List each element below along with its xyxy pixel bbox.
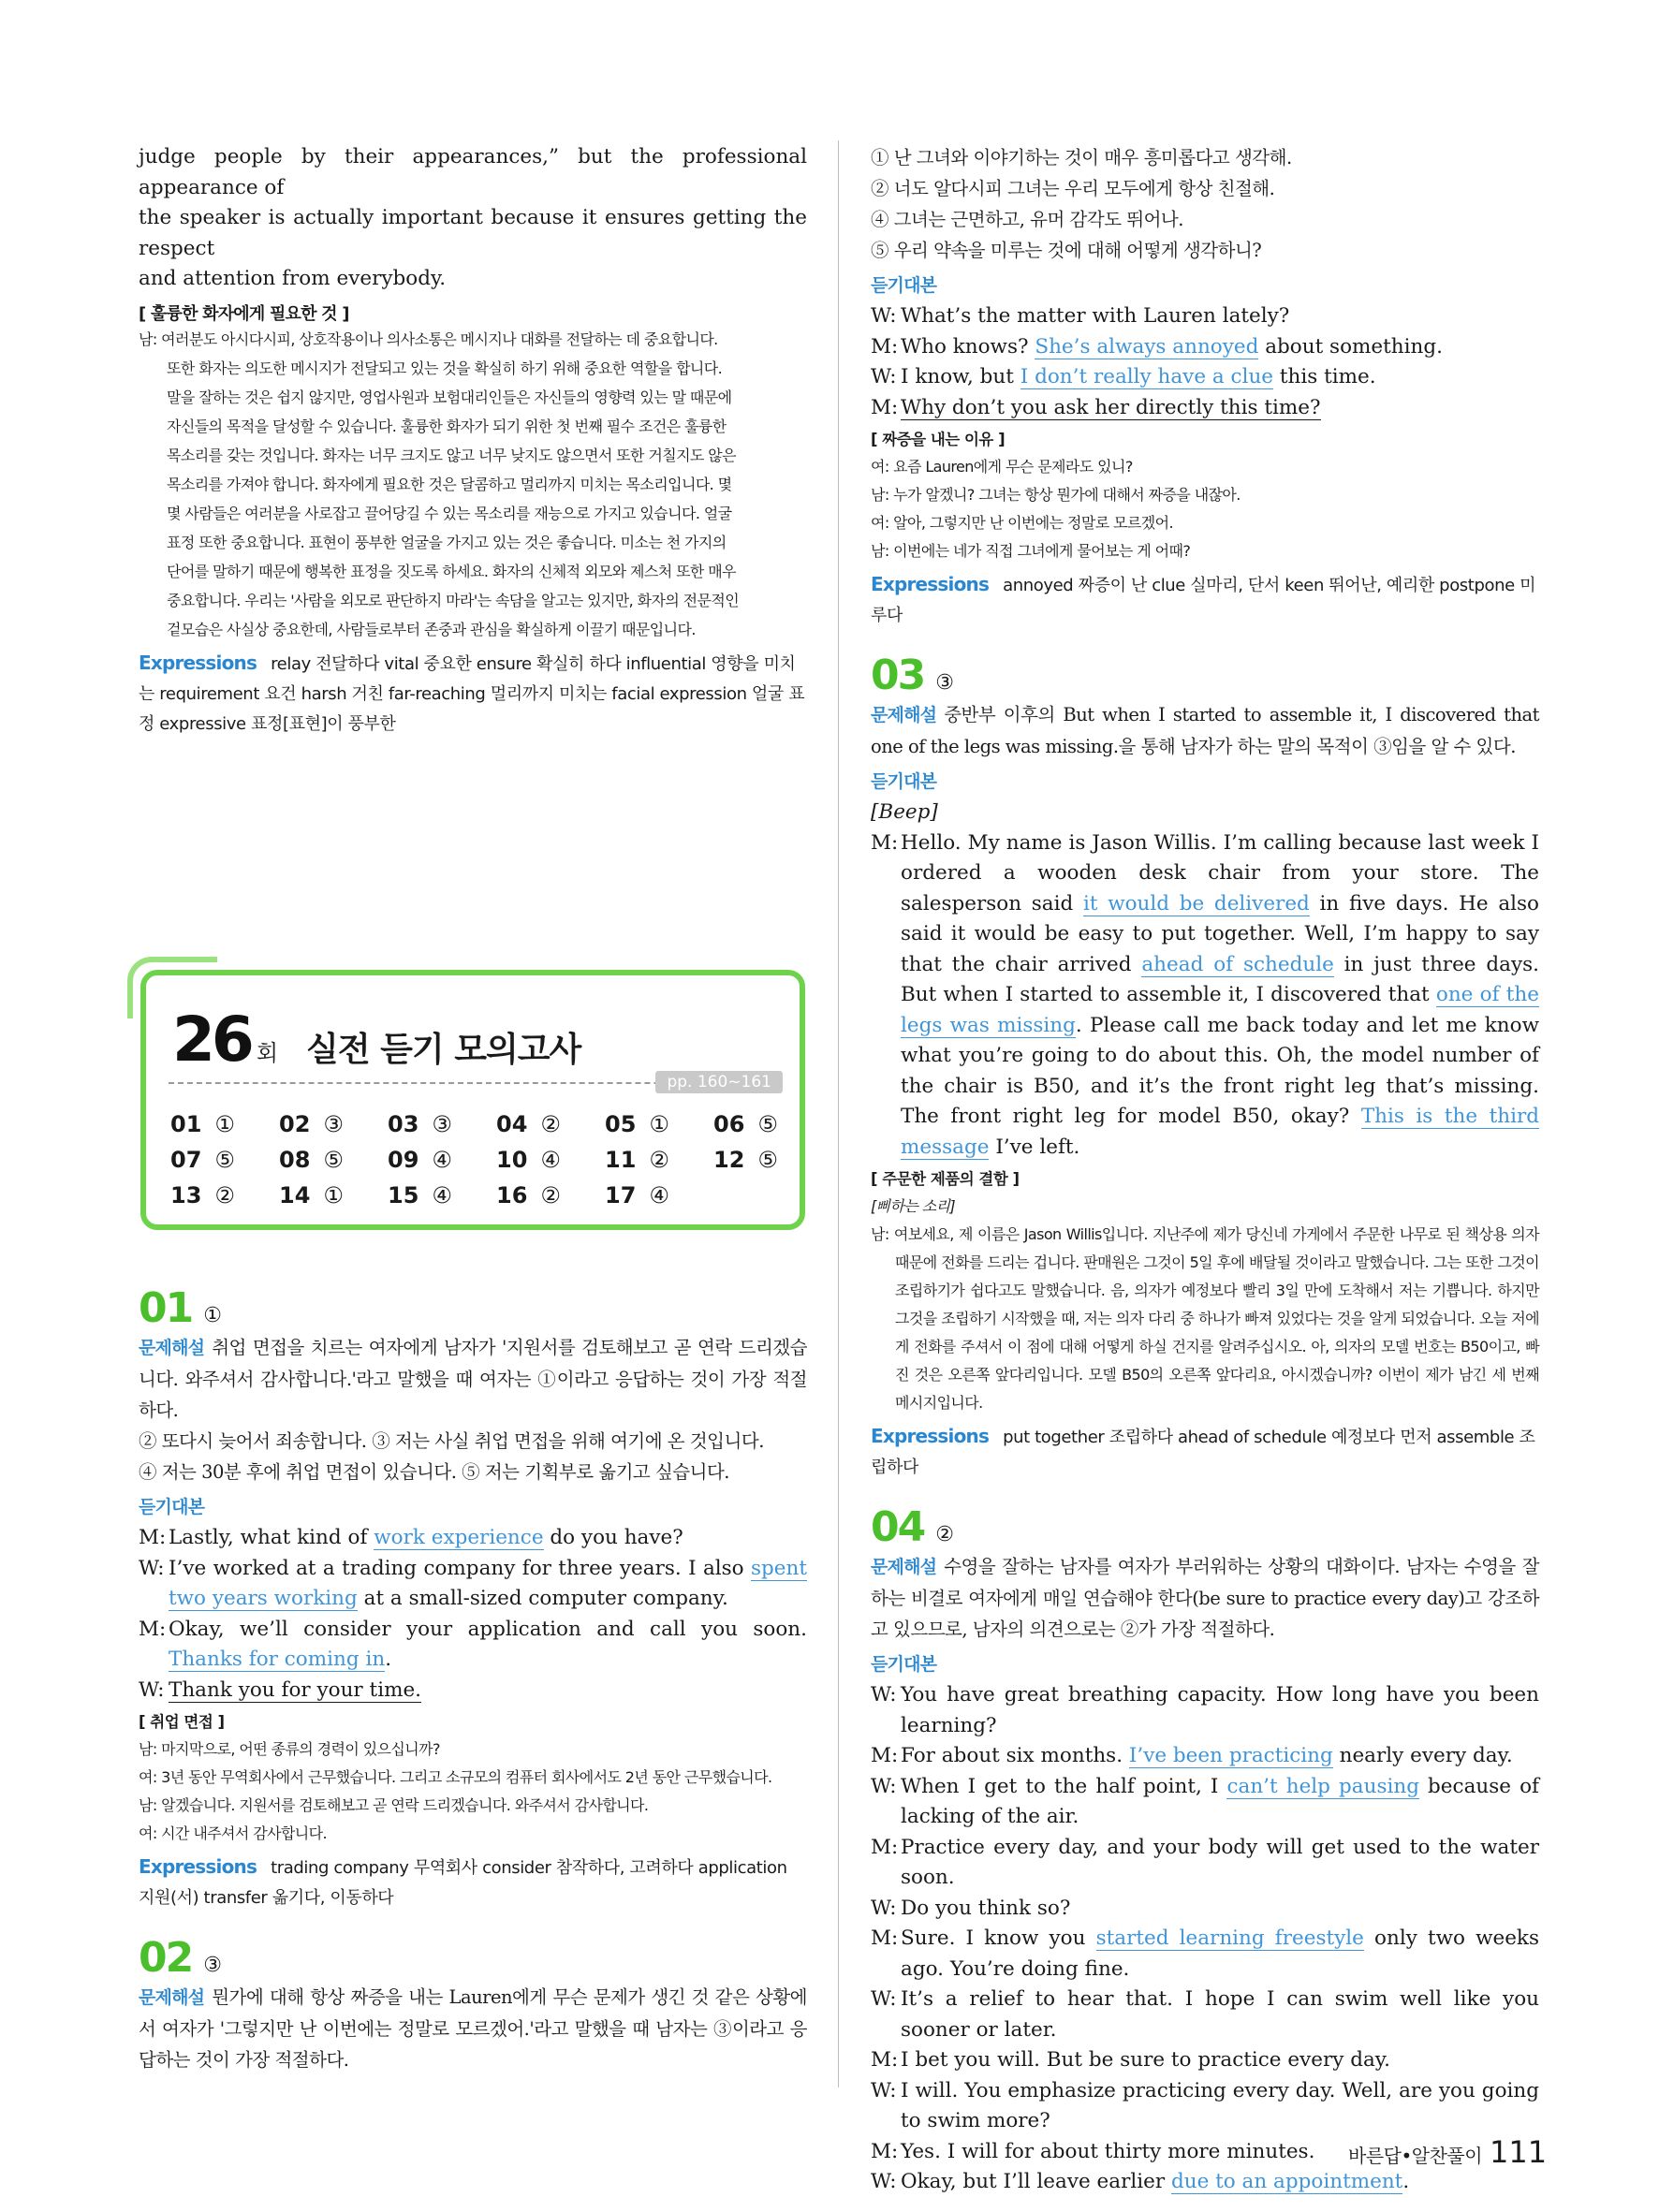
answer-choice: ① bbox=[323, 1182, 344, 1209]
answer-cell bbox=[170, 1179, 279, 1211]
section-heading: [ 훌륭한 화자에게 필요한 것 ] bbox=[139, 303, 349, 324]
script: W: What’s the matter with Lauren lately? M: Who knows? She’s always annoyed about something. W: I know, but I don’t really have a clue this time. M: Why don’t you ask her directly this time? bbox=[871, 304, 1443, 419]
passage-tail bbox=[139, 142, 807, 295]
question-header bbox=[871, 652, 1539, 699]
translation: 남: 여보세요, 제 이름은 Jason Willis입니다. 지난주에 제가 당신네 가게에서 주문한 나무로 된 책상용 의자 때문에 전화를 드리는 겁니다. 판매원은 그것이 5일 후에 배달될 것이라고 말했습니다. 그는 또한 그것이 조립하기가 쉽다고도 말했습니다. 음, 의자가 예정보다 빨리 3일 만에 도착해서 저는 기쁩니다. 하지만 그것을 조립하기 시작했을 때, 저는 의자 다리 중 하나가 빠져 있었다는 것을 알게 되었습니다. 오늘 저에게 전화를 주셔서 이 점에 대해 어떻게 하실 건지를 알려주십시오. 아, 의자의 모델 번호는 B50이고, 빠진 것은 오른쪽 앞다리입니다. 모델 B50의 오른쪽 앞다리요, 아시겠습니까? 이번이 제가 남긴 세 번째 메시지입니다. bbox=[871, 1225, 1539, 1412]
answer-cell bbox=[170, 1144, 279, 1176]
footer-text: 바른답•알찬풀이 bbox=[1348, 2145, 1483, 2167]
explanation-label: 문제해설 bbox=[139, 1338, 205, 1358]
text-line: 또한 화자는 의도한 메시지가 전달되고 있는 것을 확실히 하기 위해 중요한 역할을 합니다. bbox=[167, 359, 723, 377]
explanation-label: 문제해설 bbox=[871, 1557, 937, 1577]
question-number: 03 bbox=[871, 652, 925, 699]
answer-cell bbox=[279, 1179, 388, 1211]
answer-cell bbox=[279, 1108, 388, 1140]
right-column bbox=[871, 142, 1539, 2198]
answer-question-number: 06 bbox=[713, 1111, 745, 1137]
answer-cell bbox=[388, 1108, 496, 1140]
page-range-badge: pp. 160~161 bbox=[655, 1071, 783, 1093]
question-answer: ③ bbox=[935, 671, 954, 695]
answer-question-number: 12 bbox=[713, 1147, 745, 1173]
section-heading: [ 취업 면접 ] bbox=[139, 1713, 225, 1731]
script: [Beep] M: Hello. My name is Jason Willis. I’m calling because last week I ordered a wooden desk chair from your store. The salesperson said it would be delivered in five days. He also said it would be easy to put together. Well, I’m happy to say that the chair arrived ahead of schedule in just three days. But when I started to assemble it, I discovered that one of the legs was missing. Please call me back today and let me know what you’re going to do about this. Oh, the model number of the chair is B50, and it’s the front right leg that’s missing. The front right leg for model B50, okay? This is the third message I’ve left. bbox=[871, 798, 1539, 1163]
question-answer: ① bbox=[203, 1304, 222, 1327]
text-line: 남: 알겠습니다. 지원서를 검토해보고 곧 연락 드리겠습니다. 와주셔서 감사합니다. bbox=[139, 1796, 649, 1814]
expressions-text: relay 전달하다 vital 중요한 ensure 확실히 하다 influential 영향을 미치는 requirement 요건 harsh 거친 far-reaching 멀리까지 미치는 facial expression 얼굴 표정 expressive 표정[표현]이 풍부한 bbox=[139, 653, 805, 734]
answer-key-box bbox=[140, 970, 809, 1234]
answer-choice: ④ bbox=[649, 1182, 669, 1209]
question-number: 04 bbox=[871, 1503, 925, 1551]
text-line: 몇 사람들은 여러분을 사로잡고 끌어당길 수 있는 목소리를 재능으로 가지고 있습니다. 얼굴 bbox=[167, 504, 732, 522]
answer-question-number: 16 bbox=[496, 1182, 528, 1209]
expressions-label: Expressions bbox=[871, 1425, 990, 1447]
expressions-label: Expressions bbox=[139, 651, 257, 674]
text-line: 여: 시간 내주셔서 감사합니다. bbox=[139, 1824, 328, 1842]
answer-choice: ② bbox=[649, 1147, 669, 1173]
answer-cell bbox=[713, 1144, 822, 1176]
script: W: You have great breathing capacity. How long have you been learning? M: For about six months. I’ve been practicing nearly every day. W: When I get to the half point, I can’t help pausing because of lacking of the air. M: Practice every day, and your body will get used to the water soon. W: Do you think so? M: Sure. I know you started learning freestyle only two weeks ago. You’re doing fine. W: It’s a relief to hear that. I hope I can swim well like you sooner or later. M: I bet you will. But be sure to practice every day. W: I will. You emphasize practicing every day. Well, are you going to swim more? M: Yes. I will for about thirty more minutes. W: Okay, but I’ll leave earlier due to an appointment. bbox=[871, 1683, 1539, 2193]
script-label: 듣기대본 bbox=[871, 771, 937, 792]
answer-question-number: 03 bbox=[388, 1111, 419, 1137]
explanation bbox=[871, 699, 1539, 762]
text-line: 말을 잘하는 것은 쉽지 않지만, 영업사원과 보험대리인들은 자신들의 영향력 있는 말 때문에 bbox=[167, 388, 732, 406]
answer-choice: ④ bbox=[432, 1147, 452, 1173]
section-heading: [ 짜증을 내는 이유 ] bbox=[871, 431, 1006, 448]
answer-question-number: 05 bbox=[605, 1111, 637, 1137]
answer-choice: ① bbox=[214, 1111, 235, 1137]
explanation bbox=[871, 1551, 1539, 1645]
answer-cell bbox=[496, 1144, 605, 1176]
beep-marker-ko: [삐하는 소리] bbox=[871, 1197, 956, 1215]
answer-question-number: 08 bbox=[279, 1147, 311, 1173]
expressions bbox=[139, 648, 807, 740]
text-line: 중요합니다. 우리는 '사람을 외모로 판단하지 마라'는 속담을 알고는 있지만, 화자의 전문적인 bbox=[167, 591, 740, 609]
section-heading: [ 주문한 제품의 결함 ] bbox=[871, 1170, 1020, 1188]
answer-choice: ② bbox=[540, 1111, 561, 1137]
answer-question-number: 11 bbox=[605, 1147, 637, 1173]
question-number: 02 bbox=[139, 1934, 193, 1982]
answer-question-number: 01 bbox=[170, 1111, 202, 1137]
round-suffix: 회 bbox=[256, 1040, 279, 1066]
translation bbox=[139, 1736, 807, 1848]
explanation-label: 문제해설 bbox=[871, 705, 937, 725]
expressions-label: Expressions bbox=[871, 573, 990, 595]
answer-choice: ⑤ bbox=[757, 1111, 778, 1137]
answer-choice: ② bbox=[540, 1182, 561, 1209]
text-line: 단어를 말하기 때문에 행복한 표정을 짓도록 하세요. 화자의 신체적 외모와 제스처 또한 매우 bbox=[167, 562, 736, 580]
explanation-label: 문제해설 bbox=[139, 1987, 205, 2008]
answer-cell bbox=[605, 1144, 713, 1176]
answer-cell bbox=[388, 1144, 496, 1176]
text-line: 남: 여러분도 아시다시피, 상호작용이나 의사소통은 메시지나 대화를 전달하는 데 중요합니다. bbox=[139, 330, 718, 348]
expressions-label: Expressions bbox=[139, 1855, 257, 1878]
test-title: 실전 듣기 모의고사 bbox=[306, 1031, 581, 1069]
answer-choice: ④ bbox=[540, 1147, 561, 1173]
answer-question-number: 04 bbox=[496, 1111, 528, 1137]
question-header bbox=[871, 1503, 1539, 1551]
script-label: 듣기대본 bbox=[139, 1497, 205, 1517]
explanation-text: 수영을 잘하는 남자를 여자가 부러워하는 상황의 대화이다. 남자는 수영을 잘하는 비결로 여자에게 매일 연습해야 한다(be sure to practice every day)고 강조하고 있으므로, 남자의 의견으로는 ②가 가장 적절하다. bbox=[871, 1556, 1539, 1640]
answer-question-number: 17 bbox=[605, 1182, 637, 1209]
script-label: 듣기대본 bbox=[871, 275, 937, 296]
text-line: 남: 누가 알겠니? 그녀는 항상 뭔가에 대해서 짜증을 내잖아. bbox=[871, 486, 1241, 504]
left-column bbox=[139, 142, 807, 740]
explanation-text: 뭔가에 대해 항상 짜증을 내는 Lauren에게 무슨 문제가 생긴 것 같은 상황에서 여자가 '그렇지만 난 이번에는 정말로 모르겠어.'라고 말했을 때 남자는 ③이라고 응답하는 것이 가장 적절하다. bbox=[139, 1986, 807, 2071]
answer-cell bbox=[605, 1179, 713, 1211]
text-line: 목소리를 가져야 합니다. 화자에게 필요한 것은 달콤하고 멀리까지 미치는 목소리입니다. 몇 bbox=[167, 475, 732, 493]
expressions bbox=[871, 569, 1539, 631]
answer-choice: ⑤ bbox=[323, 1147, 344, 1173]
text-line: 겉모습은 사실상 중요한데, 사람들로부터 존중과 관심을 확실하게 이끌기 때문입니다. bbox=[167, 620, 696, 638]
option-line: ② 또다시 늦어서 죄송합니다. ③ 저는 사실 취업 면접을 위해 여기에 온 것입니다. bbox=[139, 1430, 764, 1452]
script: M: Lastly, what kind of work experience do you have? W: I’ve worked at a trading company for three years. I also spent two years working at a small-sized computer company. M: Okay, we’ll consider your application and call you soon. Thanks for coming in. W: Thank you for your time. bbox=[139, 1526, 807, 1702]
beep-marker: [Beep] bbox=[871, 800, 938, 824]
option-line: ④ 그녀는 근면하고, 유머 감각도 뛰어나. bbox=[871, 209, 1183, 230]
left-lower-column bbox=[139, 1264, 807, 2075]
expressions-text: put together 조립하다 ahead of schedule 예정보다 먼저 assemble 조립하다 bbox=[871, 1428, 1535, 1477]
answer-choice: ② bbox=[214, 1182, 235, 1209]
answer-question-number: 14 bbox=[279, 1182, 311, 1209]
text-line: 남: 마지막으로, 어떤 종류의 경력이 있으십니까? bbox=[139, 1740, 440, 1758]
page-footer bbox=[1348, 2134, 1547, 2170]
answer-cell bbox=[605, 1108, 713, 1140]
text-line: 목소리를 갖는 것입니다. 화자는 너무 크지도 않고 너무 낮지도 않으면서 또한 거칠지도 않은 bbox=[167, 446, 736, 464]
question-header bbox=[139, 1284, 807, 1332]
explanation bbox=[139, 1332, 807, 1426]
text-line: 여: 알아, 그렇지만 난 이번에는 정말로 모르겠어. bbox=[871, 514, 1173, 532]
text-line: 남: 이번에는 네가 직접 그녀에게 물어보는 게 어때? bbox=[871, 542, 1191, 560]
translation-block-cont bbox=[139, 354, 807, 644]
answer-question-number: 10 bbox=[496, 1147, 528, 1173]
answer-question-number: 13 bbox=[170, 1182, 202, 1209]
answer-grid bbox=[170, 1108, 822, 1211]
answer-choice: ⑤ bbox=[757, 1147, 778, 1173]
answer-cell bbox=[713, 1108, 822, 1140]
answer-choice: ④ bbox=[432, 1182, 452, 1209]
answer-cell bbox=[496, 1108, 605, 1140]
expressions bbox=[139, 1852, 807, 1913]
answer-cell bbox=[170, 1108, 279, 1140]
answer-question-number: 09 bbox=[388, 1147, 419, 1173]
text-line: 여: 요즘 Lauren에게 무슨 문제라도 있니? bbox=[871, 458, 1133, 476]
script-label: 듣기대본 bbox=[871, 1654, 937, 1675]
column-divider bbox=[838, 140, 839, 2087]
option-line: ⑤ 우리 약속을 미루는 것에 대해 어떻게 생각하니? bbox=[871, 240, 1262, 261]
text-line: 여: 3년 동안 무역회사에서 근무했습니다. 그리고 소규모의 컴퓨터 회사에서도 2년 동안 근무했습니다. bbox=[139, 1768, 772, 1786]
option-line: ① 난 그녀와 이야기하는 것이 매우 흥미롭다고 생각해. bbox=[871, 147, 1292, 168]
translation bbox=[871, 453, 1539, 565]
explanation-text: 취업 면접을 치르는 여자에게 남자가 '지원서를 검토해보고 곧 연락 드리겠습니다. 와주셔서 감사합니다.'라고 말했을 때 여자는 ①이라고 응답하는 것이 가장 적절하다. bbox=[139, 1337, 807, 1421]
options bbox=[139, 1426, 807, 1487]
options bbox=[871, 142, 1539, 266]
question-header bbox=[139, 1934, 807, 1982]
question-answer: ③ bbox=[203, 1954, 222, 1977]
box-title bbox=[172, 1003, 580, 1076]
answer-choice: ③ bbox=[323, 1111, 344, 1137]
explanation-text: 중반부 이후의 But when I started to assemble it, I discovered that one of the legs was missing.을 통해 남자가 하는 말의 목적이 ③임을 알 수 있다. bbox=[871, 704, 1539, 757]
text-line: the speaker is actually important because it ensures getting the respect bbox=[139, 206, 807, 260]
text-line: 자신들의 목적을 달성할 수 있습니다. 훌륭한 화자가 되기 위한 첫 번째 필수 조건은 훌륭한 bbox=[167, 417, 727, 435]
answer-question-number: 02 bbox=[279, 1111, 311, 1137]
answer-question-number: 15 bbox=[388, 1182, 419, 1209]
explanation bbox=[139, 1982, 807, 2075]
answer-cell bbox=[279, 1144, 388, 1176]
expressions-text: annoyed 짜증이 난 clue 실마리, 단서 keen 뛰어난, 예리한 postpone 미루다 bbox=[871, 576, 1536, 625]
answer-choice: ① bbox=[649, 1111, 669, 1137]
option-line: ② 너도 알다시피 그녀는 우리 모두에게 항상 친절해. bbox=[871, 178, 1275, 199]
option-line: ④ 저는 30분 후에 취업 면접이 있습니다. ⑤ 저는 기획부로 옮기고 싶습니다. bbox=[139, 1461, 729, 1483]
question-number: 01 bbox=[139, 1284, 193, 1332]
round-number: 26 bbox=[172, 1003, 251, 1076]
text-line: 표정 또한 중요합니다. 표현이 풍부한 얼굴을 가지고 있는 것은 좋습니다. 미소는 천 가지의 bbox=[167, 533, 727, 551]
answer-cell bbox=[388, 1179, 496, 1211]
answer-choice: ⑤ bbox=[214, 1147, 235, 1173]
page-number: 111 bbox=[1490, 2134, 1548, 2170]
translation-block bbox=[139, 325, 807, 354]
answer-question-number: 07 bbox=[170, 1147, 202, 1173]
answer-cell bbox=[496, 1179, 605, 1211]
expressions-text: trading company 무역회사 consider 참작하다, 고려하다 application 지원(서) transfer 옮기다, 이동하다 bbox=[139, 1858, 787, 1908]
text-line: and attention from everybody. bbox=[139, 267, 447, 290]
question-answer: ② bbox=[935, 1523, 954, 1546]
answer-choice: ③ bbox=[432, 1111, 452, 1137]
text-line: judge people by their appearances,” but the professional appearance of bbox=[139, 145, 807, 199]
expressions bbox=[871, 1421, 1539, 1483]
